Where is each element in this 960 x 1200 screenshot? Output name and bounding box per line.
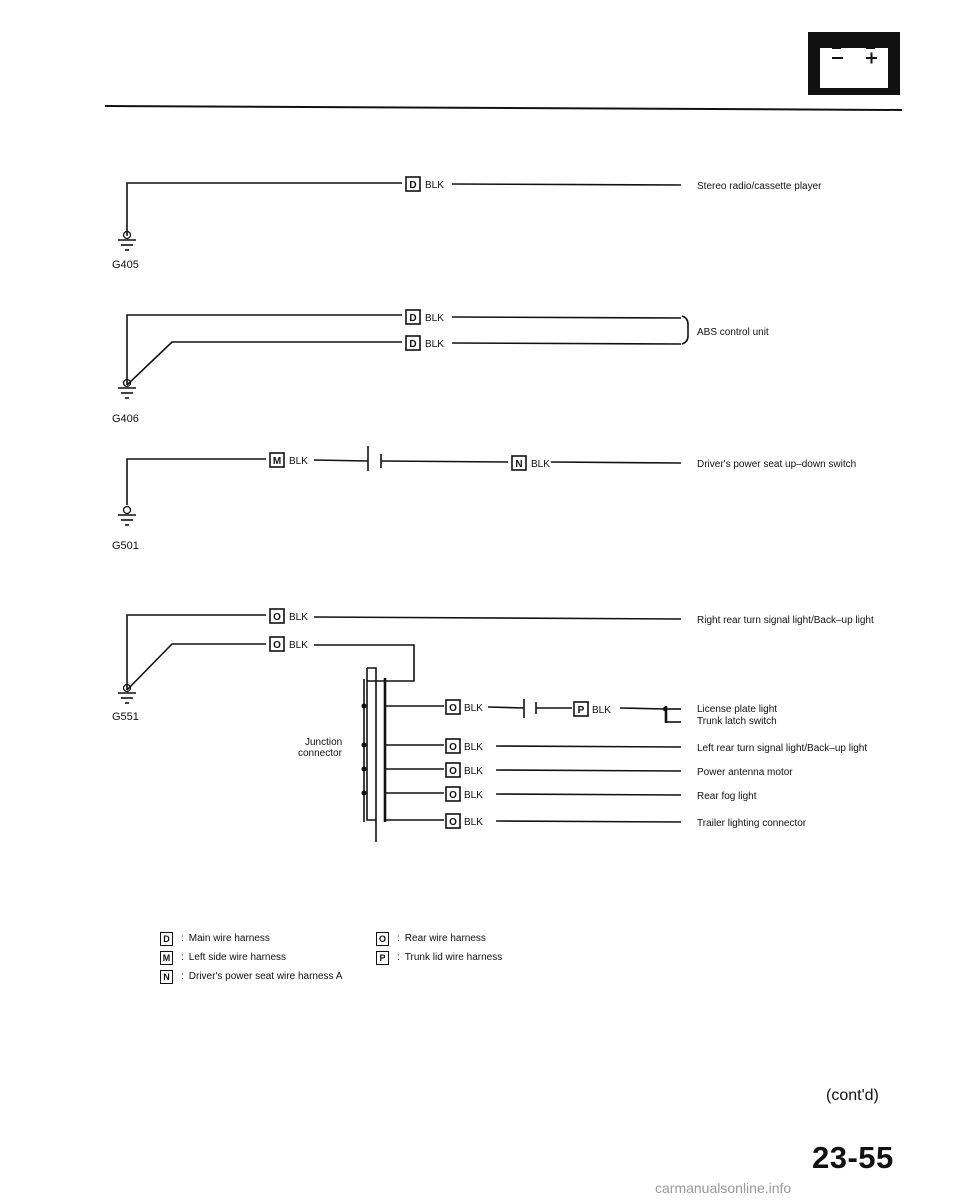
component-fog: Rear fog light: [697, 791, 757, 802]
ground-g405: G405: [112, 259, 139, 271]
legend-code: N: [160, 970, 173, 984]
watermark-footer: carmanualsonline.info: [655, 1180, 792, 1196]
legend-code: O: [376, 932, 389, 946]
harness-code: O: [449, 817, 457, 828]
continued-label: (cont'd): [826, 1087, 879, 1104]
harness-legend-right: [376, 929, 502, 967]
header-rule: [105, 106, 902, 110]
page-number: 23-55: [812, 1140, 894, 1175]
component-antenna: Power antenna motor: [697, 767, 793, 778]
wire-color-label: BLK: [289, 612, 308, 623]
ground-g501: G501: [112, 540, 139, 552]
wire-color-label: BLK: [464, 742, 483, 753]
ground-g406: G406: [112, 413, 139, 425]
wire-color-label: BLK: [289, 456, 308, 467]
legend-colon: :: [397, 952, 400, 963]
legend-row: [160, 967, 342, 986]
legend-text: Main wire harness: [188, 933, 270, 944]
legend-row: [160, 929, 342, 948]
harness-code: D: [409, 180, 417, 191]
wire-color-label: BLK: [425, 180, 444, 191]
component-trunk-latch: Trunk latch switch: [697, 716, 777, 727]
g405-circuit: [118, 183, 681, 250]
legend-row: [376, 948, 502, 967]
wire-left-rear: [496, 746, 681, 747]
wire-color-label: BLK: [425, 313, 444, 324]
component-right-rear: Right rear turn signal light/Back–up light: [697, 615, 874, 626]
component-trailer: Trailer lighting connector: [697, 818, 807, 829]
wire-antenna: [496, 770, 681, 771]
junction-label-2: connector: [298, 748, 342, 759]
legend-code: D: [160, 932, 173, 946]
harness-code: D: [409, 339, 417, 350]
harness-code: M: [272, 456, 282, 467]
legend-text: Rear wire harness: [404, 933, 486, 944]
wire-color-label: BLK: [592, 705, 611, 716]
battery-icon: [808, 32, 900, 95]
wire-fog: [496, 794, 681, 795]
harness-code: O: [449, 703, 457, 714]
junction-label-1: Junction: [305, 737, 343, 748]
harness-code: O: [449, 742, 457, 753]
legend-colon: :: [181, 952, 184, 963]
harness-code: N: [515, 459, 523, 470]
legend-code: M: [160, 951, 173, 965]
component-license: License plate light: [697, 704, 778, 715]
legend-colon: :: [181, 971, 184, 982]
harness-code: P: [577, 705, 585, 716]
legend-colon: :: [397, 933, 400, 944]
g406-circuit: [118, 315, 688, 398]
legend-row: [160, 948, 342, 967]
wire-color-label: BLK: [464, 703, 483, 714]
wire-color-label: BLK: [464, 817, 483, 828]
component-stereo: Stereo radio/cassette player: [697, 181, 822, 192]
wire-color-label: BLK: [425, 339, 444, 350]
harness-code: O: [449, 790, 457, 801]
component-left-rear: Left rear turn signal light/Back–up light: [697, 743, 868, 754]
wire-trailer: [496, 821, 681, 822]
harness-code: O: [273, 640, 281, 651]
wire-color-label: BLK: [531, 459, 550, 470]
g501-circuit: [118, 446, 681, 525]
component-seat-switch: Driver's power seat up–down switch: [697, 459, 857, 470]
harness-code: D: [409, 313, 417, 324]
component-abs: ABS control unit: [697, 327, 769, 338]
legend-code: P: [376, 951, 389, 965]
wire-color-label: BLK: [464, 766, 483, 777]
ground-g551: G551: [112, 711, 139, 723]
harness-code: O: [273, 612, 281, 623]
legend-text: Left side wire harness: [188, 952, 287, 963]
legend-text: Driver's power seat wire harness A: [188, 971, 343, 982]
junction-connector: [362, 668, 445, 842]
wire-color-label: BLK: [289, 640, 308, 651]
legend-row: [376, 929, 502, 948]
legend-colon: :: [181, 933, 184, 944]
harness-code: O: [449, 766, 457, 777]
harness-legend-left: [160, 929, 342, 986]
g551-circuit: [118, 615, 681, 703]
legend-text: Trunk lid wire harness: [404, 952, 503, 963]
wire-color-label: BLK: [464, 790, 483, 801]
